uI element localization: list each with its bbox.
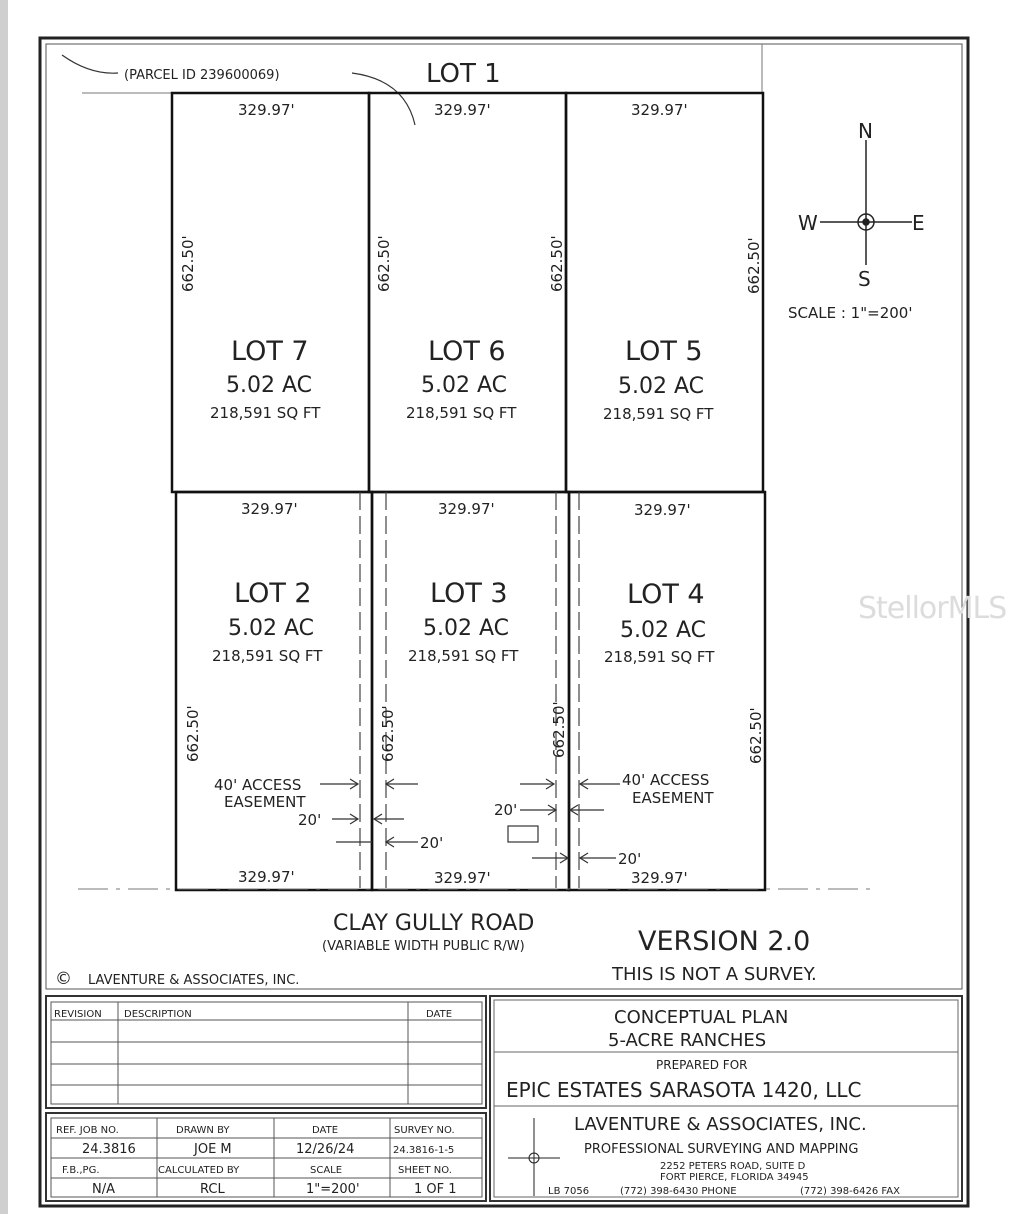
lot-2-bottom-dim: 329.97' bbox=[238, 868, 295, 886]
lot-5-acres: 5.02 AC bbox=[618, 374, 705, 399]
lot-5-top-dim: 329.97' bbox=[631, 101, 688, 119]
lot-6-sqft: 218,591 SQ FT bbox=[406, 404, 517, 422]
lot-5-right-dim: 662.50' bbox=[745, 237, 763, 294]
survey-no-header: SURVEY NO. bbox=[394, 1125, 455, 1136]
lot-6-acres: 5.02 AC bbox=[421, 373, 508, 398]
company-name: LAVENTURE & ASSOCIATES, INC. bbox=[574, 1114, 867, 1135]
lot-5-name: LOT 5 bbox=[625, 336, 703, 367]
lot-4-name: LOT 4 bbox=[627, 579, 705, 610]
scale-label: SCALE : 1"=200' bbox=[788, 304, 913, 322]
lot-7-top-dim: 329.97' bbox=[238, 101, 295, 119]
lot-5-sqft: 218,591 SQ FT bbox=[603, 405, 714, 423]
lot-3-name: LOT 3 bbox=[430, 578, 508, 609]
lot-4-sqft: 218,591 SQ FT bbox=[604, 648, 715, 666]
drawn-by-value: JOE M bbox=[194, 1142, 232, 1157]
compass-e: E bbox=[912, 211, 925, 235]
lot-7-acres: 5.02 AC bbox=[226, 373, 313, 398]
compass-n: N bbox=[858, 119, 873, 143]
lot-4-right-dim: 662.50' bbox=[747, 707, 765, 764]
company-fax: (772) 398-6426 FAX bbox=[800, 1186, 900, 1197]
easement-right-line2: EASEMENT bbox=[632, 789, 714, 807]
company-services: PROFESSIONAL SURVEYING AND MAPPING bbox=[584, 1142, 859, 1157]
lot-6-left-dim: 662.50' bbox=[375, 235, 393, 292]
lot-1-label: LOT 1 bbox=[426, 59, 501, 89]
lot-2-left-dim: 662.50' bbox=[184, 705, 202, 762]
dim-20-b: 20' bbox=[420, 834, 444, 852]
lot-7-name: LOT 7 bbox=[231, 336, 309, 367]
plan-type: CONCEPTUAL PLAN bbox=[614, 1007, 789, 1028]
parcel-id-label: (PARCEL ID 239600069) bbox=[124, 68, 280, 83]
prepared-for-label: PREPARED FOR bbox=[656, 1058, 748, 1072]
lot-7-sqft: 218,591 SQ FT bbox=[210, 404, 321, 422]
company-address-1: 2252 PETERS ROAD, SUITE D bbox=[660, 1161, 806, 1172]
survey-no-value: 24.3816-1-5 bbox=[393, 1145, 455, 1156]
lot-6-right-dim: 662.50' bbox=[548, 235, 566, 292]
date-value: 12/26/24 bbox=[296, 1142, 355, 1157]
company-phone: (772) 398-6430 PHONE bbox=[620, 1186, 737, 1197]
copyright-symbol: © bbox=[55, 969, 72, 989]
compass-w: W bbox=[798, 211, 818, 235]
road-subtitle: (VARIABLE WIDTH PUBLIC R/W) bbox=[322, 939, 525, 954]
lot-4-top-dim: 329.97' bbox=[634, 501, 691, 519]
lot-6-name: LOT 6 bbox=[428, 336, 506, 367]
calculated-by-header: CALCULATED BY bbox=[158, 1165, 240, 1176]
ref-job-header: REF. JOB NO. bbox=[56, 1125, 119, 1136]
lot-6-top-dim: 329.97' bbox=[434, 101, 491, 119]
watermark: StellorMLS bbox=[858, 591, 1007, 626]
client-name: EPIC ESTATES SARASOTA 1420, LLC bbox=[506, 1078, 862, 1102]
date-header: DATE bbox=[426, 1009, 453, 1020]
copyright-label: LAVENTURE & ASSOCIATES, INC. bbox=[88, 973, 300, 988]
road-name: CLAY GULLY ROAD bbox=[333, 911, 535, 936]
project-name: 5-ACRE RANCHES bbox=[608, 1030, 767, 1051]
drawn-by-header: DRAWN BY bbox=[176, 1125, 230, 1136]
calculated-by-value: RCL bbox=[200, 1182, 225, 1197]
lot-3-left-dim: 662.50' bbox=[379, 705, 397, 762]
fb-pg-header: F.B.,PG. bbox=[62, 1165, 100, 1176]
version-label: VERSION 2.0 bbox=[638, 926, 811, 957]
lot-4-bottom-dim: 329.97' bbox=[631, 869, 688, 887]
easement-left-line1: 40' ACCESS bbox=[214, 776, 302, 794]
lot-3-acres: 5.02 AC bbox=[423, 616, 510, 641]
lot-2-name: LOT 2 bbox=[234, 578, 312, 609]
sheet-no-value: 1 OF 1 bbox=[414, 1182, 457, 1197]
compass-s: S bbox=[858, 267, 871, 291]
lot-7-left-dim: 662.50' bbox=[179, 235, 197, 292]
lot-4-acres: 5.02 AC bbox=[620, 618, 707, 643]
easement-left-line2: EASEMENT bbox=[224, 793, 306, 811]
license-number: LB 7056 bbox=[548, 1186, 590, 1197]
lot-2-sqft: 218,591 SQ FT bbox=[212, 647, 323, 665]
lot-2-top-dim: 329.97' bbox=[241, 500, 298, 518]
sheet-no-header: SHEET NO. bbox=[398, 1165, 452, 1176]
lot-2-acres: 5.02 AC bbox=[228, 616, 315, 641]
description-header: DESCRIPTION bbox=[124, 1009, 192, 1020]
easement-right-line1: 40' ACCESS bbox=[622, 771, 710, 789]
company-address-2: FORT PIERCE, FLORIDA 34945 bbox=[660, 1172, 809, 1183]
not-survey-label: THIS IS NOT A SURVEY. bbox=[612, 964, 817, 985]
dim-20-a: 20' bbox=[298, 811, 322, 829]
lot-3-right-dim: 662.50' bbox=[550, 701, 568, 758]
scale-value: 1"=200' bbox=[306, 1182, 360, 1197]
dim-20-d: 20' bbox=[618, 850, 642, 868]
lot-3-bottom-dim: 329.97' bbox=[434, 869, 491, 887]
lot-3-sqft: 218,591 SQ FT bbox=[408, 647, 519, 665]
scale-header: SCALE bbox=[310, 1165, 343, 1176]
ref-job-value: 24.3816 bbox=[82, 1142, 136, 1157]
fb-pg-value: N/A bbox=[92, 1182, 115, 1197]
date-header-2: DATE bbox=[312, 1125, 339, 1136]
revision-header: REVISION bbox=[54, 1009, 102, 1020]
dim-20-c: 20' bbox=[494, 801, 518, 819]
lot-3-top-dim: 329.97' bbox=[438, 500, 495, 518]
